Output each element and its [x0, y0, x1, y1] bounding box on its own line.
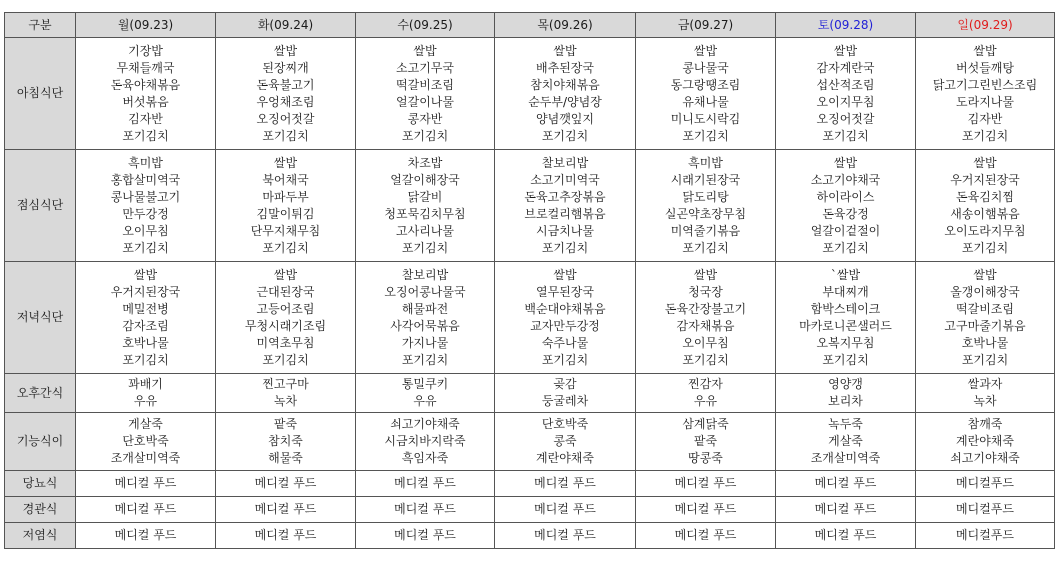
- menu-item: 떡갈비조림: [956, 301, 1014, 316]
- menu-cell-lowsalt-thu: [495, 523, 636, 549]
- menu-item: 감자채볶음: [676, 318, 735, 333]
- menu-item: 버섯들깨탕: [956, 60, 1014, 75]
- menu-item: 우엉채조림: [256, 94, 315, 109]
- menu-item: 쌀밥: [553, 43, 577, 58]
- menu-item: 통밀쿠키: [401, 377, 449, 391]
- menu-item: 돈육불고기: [256, 77, 315, 92]
- menu-item: 땅콩죽: [688, 451, 723, 465]
- menu-item: 포기김치: [401, 352, 449, 367]
- menu-cell-dinner-mon: [76, 262, 216, 374]
- menu-cell-breakfast-sat: [776, 38, 916, 150]
- menu-item: 참치야채볶음: [530, 77, 600, 92]
- menu-item: 포기김치: [122, 240, 169, 255]
- menu-item: 흑미밥: [128, 155, 163, 170]
- row-label-lowsalt: 저염식: [5, 523, 76, 549]
- menu-item: 얼갈이겉절이: [810, 223, 881, 238]
- menu-cell-snack-fri: [636, 374, 776, 413]
- menu-item: 섭산적조림: [816, 77, 875, 92]
- menu-item: 메디컬푸드: [956, 502, 1014, 516]
- menu-item: 쌀밥: [413, 43, 437, 58]
- menu-cell-dinner-wed: [356, 262, 495, 374]
- menu-item: 팥죽: [273, 417, 298, 431]
- menu-item: 근대된장국: [256, 284, 315, 299]
- menu-item: 올갱이해장국: [950, 284, 1020, 299]
- menu-item: 포기김치: [682, 128, 729, 143]
- menu-item: 꽈배기: [128, 377, 163, 391]
- menu-item: 포기김치: [541, 240, 589, 255]
- menu-cell-diabetic-wed: [356, 471, 495, 497]
- menu-item: 백순대야채볶음: [524, 301, 606, 316]
- menu-item: 포기김치: [401, 240, 449, 255]
- menu-item: 쌀과자: [967, 377, 1003, 391]
- menu-item: 김자반: [128, 111, 163, 126]
- menu-item: 닭고기그린빈스조림: [932, 77, 1038, 92]
- menu-item: 포기김치: [401, 128, 449, 143]
- menu-item: 얼갈이나물: [396, 94, 454, 109]
- menu-item: 메디컬 푸드: [674, 502, 737, 516]
- menu-cell-dinner-sun: [916, 262, 1055, 374]
- menu-item: 순두부/양념장: [528, 94, 602, 109]
- menu-item: 포기김치: [262, 240, 309, 255]
- menu-cell-snack-tue: [216, 374, 356, 413]
- header-category: 구분: [5, 13, 76, 38]
- menu-item: 돈육간장불고기: [664, 301, 747, 316]
- menu-item: 돈육고추장볶음: [524, 189, 606, 204]
- header-row: [5, 13, 1055, 38]
- header-day-fri: 금(09.27): [636, 13, 776, 38]
- menu-item: 계란야채죽: [956, 434, 1014, 448]
- menu-item: 마파두부: [262, 189, 309, 204]
- menu-item: 쌀밥: [973, 43, 997, 58]
- menu-cell-lowsalt-tue: [216, 523, 356, 549]
- menu-item: 쌀밥: [693, 43, 718, 58]
- menu-item: 만두강정: [122, 206, 169, 221]
- menu-item: 포기김치: [122, 128, 169, 143]
- menu-cell-dinner-fri: [636, 262, 776, 374]
- menu-item: 우거지된장국: [110, 284, 181, 299]
- menu-item: 찰보리밥: [541, 155, 589, 170]
- header-day-sun: 일(09.29): [916, 13, 1055, 38]
- menu-item: 오징어젓갈: [816, 111, 875, 126]
- menu-item: 오징어콩나물국: [384, 284, 466, 299]
- menu-item: 포기김치: [262, 128, 309, 143]
- menu-item: 오복지무침: [816, 335, 875, 350]
- row-label-lunch: 점심식단: [5, 150, 76, 262]
- menu-item: 메디컬 푸드: [114, 528, 177, 542]
- menu-item: 메디컬 푸드: [534, 528, 596, 542]
- menu-item: 메디컬 푸드: [534, 502, 596, 516]
- menu-cell-func-sat: [776, 413, 916, 471]
- menu-item: 메디컬 푸드: [114, 502, 177, 516]
- menu-cell-tube-thu: [495, 497, 636, 523]
- menu-item: 교자만두강정: [530, 318, 600, 333]
- header-day-mon: 월(09.23): [76, 13, 216, 38]
- table-body: [5, 38, 1055, 549]
- menu-cell-lowsalt-wed: [356, 523, 495, 549]
- menu-item: 사각어묵볶음: [390, 318, 460, 333]
- menu-cell-breakfast-thu: [495, 38, 636, 150]
- menu-item: 단호박죽: [122, 434, 169, 448]
- menu-item: `쌀밥: [830, 267, 861, 282]
- menu-item: 포기김치: [822, 352, 869, 367]
- menu-item: 호박나물: [961, 335, 1009, 350]
- menu-cell-lowsalt-sun: [916, 523, 1055, 549]
- menu-item: 청국장: [688, 284, 723, 299]
- menu-item: 고등어조림: [256, 301, 315, 316]
- menu-item: 마카로니콘샐러드: [799, 318, 892, 333]
- menu-item: 메디컬 푸드: [814, 528, 877, 542]
- menu-item: 콩죽: [553, 434, 577, 448]
- menu-item: 메디컬 푸드: [254, 502, 317, 516]
- menu-item: 포기김치: [122, 352, 169, 367]
- menu-item: 열무된장국: [536, 284, 594, 299]
- menu-item: 보리차: [828, 394, 863, 408]
- menu-item: 메디컬 푸드: [394, 528, 456, 542]
- menu-item: 메밀전병: [122, 301, 169, 316]
- row-label-tube: 경관식: [5, 497, 76, 523]
- menu-item: 메디컬푸드: [956, 476, 1014, 490]
- menu-item: 감자계란국: [816, 60, 875, 75]
- menu-item: 미역초무침: [256, 335, 315, 350]
- menu-item: 고사리나물: [396, 223, 454, 238]
- menu-cell-snack-wed: [356, 374, 495, 413]
- menu-cell-func-sun: [916, 413, 1055, 471]
- menu-item: 메디컬 푸드: [394, 476, 456, 490]
- menu-item: 기장밥: [128, 43, 163, 58]
- menu-table-wrapper: [4, 12, 1055, 549]
- menu-item: 쌀밥: [973, 155, 997, 170]
- menu-item: 된장찌개: [262, 60, 309, 75]
- menu-cell-func-tue: [216, 413, 356, 471]
- menu-item: 숙주나물: [541, 335, 589, 350]
- menu-item: 게살죽: [828, 434, 863, 448]
- menu-item: 참치죽: [268, 434, 303, 448]
- menu-item: 우유: [413, 394, 437, 408]
- menu-cell-lunch-wed: [356, 150, 495, 262]
- menu-item: 쌀밥: [273, 267, 298, 282]
- menu-cell-tube-tue: [216, 497, 356, 523]
- menu-item: 녹차: [273, 394, 298, 408]
- menu-cell-diabetic-thu: [495, 471, 636, 497]
- menu-cell-diabetic-mon: [76, 471, 216, 497]
- menu-item: 포기김치: [961, 352, 1009, 367]
- menu-item: 조개살미역죽: [810, 451, 881, 465]
- menu-item: 참깨죽: [967, 417, 1003, 431]
- menu-item: 함박스테이크: [810, 301, 881, 316]
- menu-row-func: [5, 413, 1055, 471]
- menu-item: 돈육김치찜: [956, 189, 1014, 204]
- menu-item: 북어채국: [262, 172, 309, 187]
- menu-item: 김자반: [967, 111, 1003, 126]
- menu-cell-dinner-thu: [495, 262, 636, 374]
- menu-item: 양념깻잎지: [536, 111, 594, 126]
- menu-item: 시래기된장국: [670, 172, 741, 187]
- menu-row-lowsalt: [5, 523, 1055, 549]
- menu-item: 도라지나물: [956, 94, 1014, 109]
- menu-cell-func-mon: [76, 413, 216, 471]
- menu-cell-snack-thu: [495, 374, 636, 413]
- menu-item: 브로컬리햄볶음: [524, 206, 606, 221]
- menu-cell-diabetic-sun: [916, 471, 1055, 497]
- menu-item: 곶감: [553, 377, 577, 391]
- menu-item: 실곤약초장무침: [664, 206, 747, 221]
- menu-cell-tube-sun: [916, 497, 1055, 523]
- menu-item: 미니도시락김: [670, 111, 741, 126]
- menu-item: 홍합살미역국: [110, 172, 181, 187]
- menu-item: 감자조림: [122, 318, 169, 333]
- menu-cell-diabetic-sat: [776, 471, 916, 497]
- menu-cell-breakfast-tue: [216, 38, 356, 150]
- header-day-sat: 토(09.28): [776, 13, 916, 38]
- menu-cell-dinner-sat: [776, 262, 916, 374]
- menu-item: 버섯볶음: [122, 94, 169, 109]
- header-day-thu: 목(09.26): [495, 13, 636, 38]
- menu-item: 돈육강정: [822, 206, 869, 221]
- menu-item: 쌀밥: [553, 267, 577, 282]
- menu-item: 콩자반: [407, 111, 443, 126]
- menu-cell-tube-wed: [356, 497, 495, 523]
- menu-item: 떡갈비조림: [396, 77, 454, 92]
- menu-item: 하이라이스: [816, 189, 875, 204]
- menu-row-lunch: [5, 150, 1055, 262]
- menu-item: 새송이햄볶음: [950, 206, 1020, 221]
- menu-item: 쌀밥: [693, 267, 718, 282]
- menu-item: 포기김치: [961, 128, 1009, 143]
- menu-item: 쌀밥: [273, 155, 298, 170]
- menu-item: 포기김치: [822, 128, 869, 143]
- menu-cell-lunch-fri: [636, 150, 776, 262]
- menu-item: 메디컬푸드: [956, 528, 1014, 542]
- menu-item: 단호박죽: [541, 417, 589, 431]
- menu-item: 포기김치: [262, 352, 309, 367]
- menu-item: 찰보리밥: [401, 267, 449, 282]
- menu-item: 유채나물: [682, 94, 729, 109]
- row-label-diabetic: 당뇨식: [5, 471, 76, 497]
- table-header: [5, 13, 1055, 38]
- menu-cell-tube-sat: [776, 497, 916, 523]
- header-day-tue: 화(09.24): [216, 13, 356, 38]
- menu-cell-func-thu: [495, 413, 636, 471]
- menu-item: 팥죽: [693, 434, 718, 448]
- menu-cell-breakfast-wed: [356, 38, 495, 150]
- menu-item: 소고기야채국: [810, 172, 881, 187]
- menu-item: 콩나물불고기: [110, 189, 181, 204]
- menu-cell-lunch-thu: [495, 150, 636, 262]
- menu-item: 고구마줄기볶음: [944, 318, 1026, 333]
- menu-item: 김말이튀김: [256, 206, 315, 221]
- menu-item: 오징어젓갈: [256, 111, 315, 126]
- menu-item: 쌀밥: [833, 43, 858, 58]
- menu-item: 찐감자: [688, 377, 723, 391]
- row-label-func: 기능식이: [5, 413, 76, 471]
- menu-item: 메디컬 푸드: [254, 528, 317, 542]
- menu-row-dinner: [5, 262, 1055, 374]
- header-day-wed: 수(09.25): [356, 13, 495, 38]
- menu-item: 찐고구마: [262, 377, 309, 391]
- menu-cell-lowsalt-fri: [636, 523, 776, 549]
- menu-row-tube: [5, 497, 1055, 523]
- menu-item: 메디컬 푸드: [254, 476, 317, 490]
- menu-item: 포기김치: [541, 352, 589, 367]
- menu-cell-diabetic-tue: [216, 471, 356, 497]
- menu-item: 메디컬 푸드: [814, 476, 877, 490]
- menu-item: 흑미밥: [688, 155, 723, 170]
- menu-cell-tube-mon: [76, 497, 216, 523]
- menu-item: 해물파전: [401, 301, 449, 316]
- menu-item: 녹두죽: [828, 417, 863, 431]
- menu-item: 포기김치: [541, 128, 589, 143]
- menu-cell-diabetic-fri: [636, 471, 776, 497]
- menu-item: 메디컬 푸드: [394, 502, 456, 516]
- menu-cell-dinner-tue: [216, 262, 356, 374]
- menu-cell-breakfast-sun: [916, 38, 1055, 150]
- menu-row-snack: [5, 374, 1055, 413]
- menu-cell-lunch-tue: [216, 150, 356, 262]
- menu-item: 우유: [133, 394, 158, 408]
- menu-cell-snack-sun: [916, 374, 1055, 413]
- menu-item: 가지나물: [401, 335, 449, 350]
- menu-item: 부대찌개: [822, 284, 869, 299]
- menu-item: 차조밥: [407, 155, 443, 170]
- menu-cell-lowsalt-mon: [76, 523, 216, 549]
- menu-item: 배추된장국: [536, 60, 594, 75]
- menu-item: 영양갱: [828, 377, 863, 391]
- menu-item: 쇠고기야채죽: [950, 451, 1020, 465]
- weekly-menu-table: [4, 12, 1055, 549]
- menu-item: 얼갈이해장국: [390, 172, 460, 187]
- menu-item: 메디컬 푸드: [534, 476, 596, 490]
- row-label-snack: 오후간식: [5, 374, 76, 413]
- menu-item: 메디컬 푸드: [114, 476, 177, 490]
- menu-cell-breakfast-mon: [76, 38, 216, 150]
- menu-item: 삼계닭죽: [682, 417, 729, 431]
- menu-item: 포기김치: [682, 240, 729, 255]
- menu-item: 흑임자죽: [401, 451, 449, 465]
- menu-item: 쌀밥: [273, 43, 298, 58]
- menu-cell-snack-sat: [776, 374, 916, 413]
- menu-item: 쌀밥: [133, 267, 158, 282]
- menu-item: 콩나물국: [682, 60, 729, 75]
- menu-item: 둥굴레차: [541, 394, 589, 408]
- menu-cell-tube-fri: [636, 497, 776, 523]
- menu-cell-func-wed: [356, 413, 495, 471]
- menu-item: 계란야채죽: [536, 451, 594, 465]
- menu-item: 닭갈비: [407, 189, 443, 204]
- menu-item: 메디컬 푸드: [674, 476, 737, 490]
- menu-item: 닭도리탕: [682, 189, 729, 204]
- menu-item: 쇠고기야채죽: [390, 417, 460, 431]
- menu-item: 게살죽: [128, 417, 163, 431]
- menu-cell-breakfast-fri: [636, 38, 776, 150]
- menu-item: 오이지무침: [816, 94, 875, 109]
- menu-item: 호박나물: [122, 335, 169, 350]
- menu-item: 무청시래기조림: [244, 318, 327, 333]
- menu-item: 메디컬 푸드: [814, 502, 877, 516]
- menu-item: 오이무침: [122, 223, 169, 238]
- menu-item: 포기김치: [682, 352, 729, 367]
- menu-item: 소고기무국: [396, 60, 454, 75]
- menu-item: 메디컬 푸드: [674, 528, 737, 542]
- menu-row-diabetic: [5, 471, 1055, 497]
- menu-item: 오이도라지무침: [944, 223, 1026, 238]
- menu-cell-lunch-sat: [776, 150, 916, 262]
- menu-item: 조개살미역죽: [110, 451, 181, 465]
- menu-item: 포기김치: [961, 240, 1009, 255]
- menu-item: 우유: [693, 394, 718, 408]
- menu-item: 시금치나물: [536, 223, 594, 238]
- menu-cell-snack-mon: [76, 374, 216, 413]
- menu-item: 우거지된장국: [950, 172, 1020, 187]
- row-label-breakfast: 아침식단: [5, 38, 76, 150]
- menu-item: 쌀밥: [973, 267, 997, 282]
- menu-item: 오이무침: [682, 335, 729, 350]
- menu-item: 동그랑땡조림: [670, 77, 741, 92]
- row-label-dinner: 저녁식단: [5, 262, 76, 374]
- menu-cell-lunch-mon: [76, 150, 216, 262]
- menu-item: 단무지채무침: [250, 223, 321, 238]
- menu-item: 시금치바지락죽: [384, 434, 466, 448]
- menu-item: 무채들깨국: [116, 60, 175, 75]
- menu-item: 포기김치: [822, 240, 869, 255]
- menu-item: 소고기미역국: [530, 172, 600, 187]
- menu-item: 돈육야채볶음: [110, 77, 181, 92]
- menu-cell-lowsalt-sat: [776, 523, 916, 549]
- menu-item: 청포묵김치무침: [384, 206, 466, 221]
- menu-item: 미역줄기볶음: [670, 223, 741, 238]
- menu-row-breakfast: [5, 38, 1055, 150]
- menu-item: 해물죽: [268, 451, 303, 465]
- menu-item: 쌀밥: [833, 155, 858, 170]
- menu-item: 녹차: [973, 394, 997, 408]
- menu-cell-func-fri: [636, 413, 776, 471]
- menu-cell-lunch-sun: [916, 150, 1055, 262]
